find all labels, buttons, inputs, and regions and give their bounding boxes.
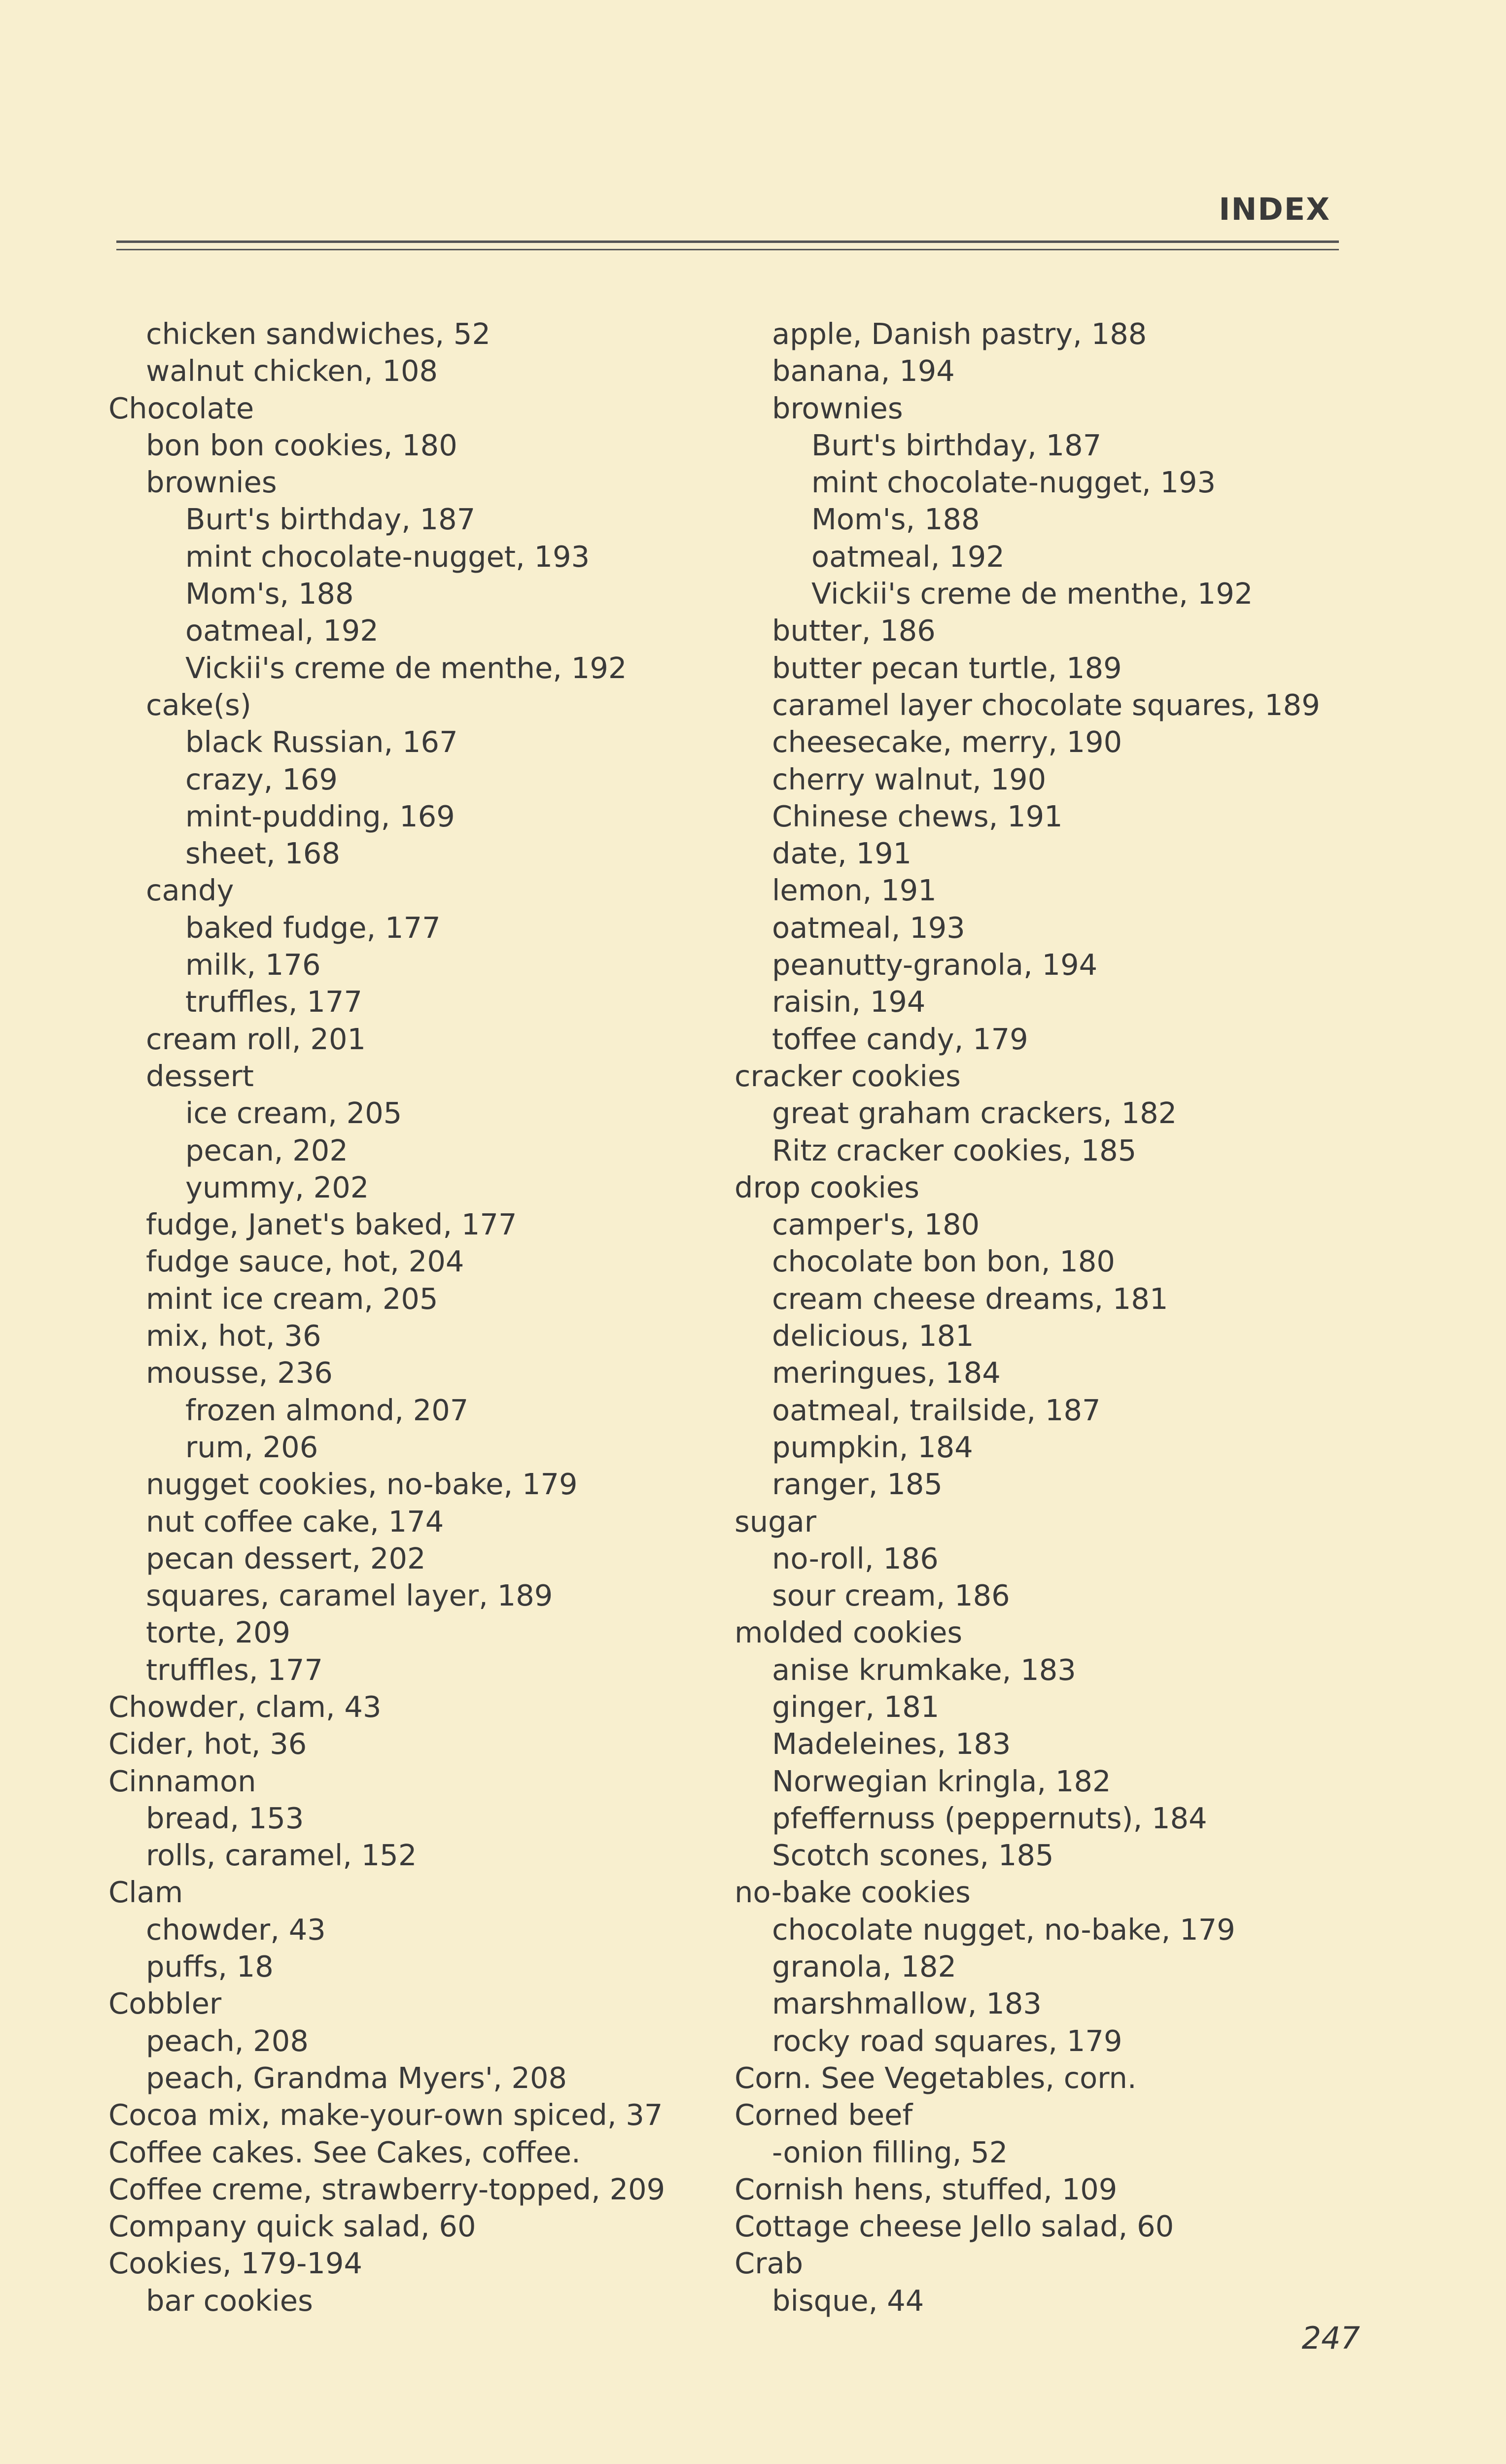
- index-entry: chocolate nugget, no-bake, 179: [772, 1912, 1235, 1947]
- index-entry: oatmeal, 192: [811, 539, 1005, 574]
- index-entry: Scotch scones, 185: [772, 1838, 1054, 1873]
- index-entry: pecan, 202: [185, 1133, 348, 1167]
- index-entry: rolls, caramel, 152: [146, 1838, 417, 1873]
- index-entry: chocolate bon bon, 180: [772, 1244, 1115, 1279]
- index-entry: puffs, 18: [146, 1950, 274, 1984]
- index-entry: Vickii's creme de menthe, 192: [185, 650, 627, 685]
- index-entry: great graham crackers, 182: [772, 1096, 1177, 1130]
- index-entry: ginger, 181: [772, 1689, 940, 1724]
- index-entry: Burt's birthday, 187: [811, 428, 1102, 462]
- index-entry: truffles, 177: [146, 1652, 323, 1687]
- index-entry: bread, 153: [146, 1801, 304, 1835]
- index-entry: cheesecake, merry, 190: [772, 725, 1122, 759]
- index-entry: brownies: [146, 465, 277, 500]
- header-rule-thin: [116, 249, 1339, 250]
- index-entry: nugget cookies, no-bake, 179: [146, 1467, 578, 1502]
- page-header-title: INDEX: [1219, 191, 1331, 227]
- index-entry: Cottage cheese Jello salad, 60: [735, 2209, 1174, 2244]
- index-entry: oatmeal, trailside, 187: [772, 1393, 1101, 1427]
- index-entry: mix, hot, 36: [146, 1319, 321, 1353]
- index-entry: mint ice cream, 205: [146, 1281, 438, 1316]
- index-entry: Company quick salad, 60: [108, 2209, 476, 2244]
- index-entry: -onion filling, 52: [772, 2135, 1008, 2169]
- index-entry: dessert: [146, 1059, 254, 1093]
- index-entry: milk, 176: [185, 948, 321, 982]
- index-entry: Norwegian kringla, 182: [772, 1764, 1111, 1798]
- index-entry: Chinese chews, 191: [772, 799, 1063, 833]
- index-entry: banana, 194: [772, 354, 955, 388]
- index-entry: Corned beef: [735, 2098, 913, 2132]
- index-entry: peach, 208: [146, 2023, 309, 2058]
- index-entry: cherry walnut, 190: [772, 762, 1047, 796]
- index-entry: Ritz cracker cookies, 185: [772, 1133, 1137, 1167]
- index-entry: rocky road squares, 179: [772, 2023, 1122, 2058]
- index-entry: cracker cookies: [735, 1059, 961, 1093]
- index-entry: meringues, 184: [772, 1356, 1001, 1390]
- index-entry: Cobbler: [108, 1986, 222, 2021]
- index-entry: fudge sauce, hot, 204: [146, 1244, 464, 1279]
- index-entry: truffles, 177: [185, 985, 362, 1019]
- index-entry: molded cookies: [735, 1615, 963, 1650]
- index-entry: baked fudge, 177: [185, 910, 441, 945]
- index-entry: pecan dessert, 202: [146, 1541, 426, 1575]
- page-number: 247: [1301, 2320, 1360, 2356]
- index-entry: granola, 182: [772, 1950, 957, 1984]
- index-entry: oatmeal, 192: [185, 614, 379, 648]
- index-entry: pfeffernuss (peppernuts), 184: [772, 1801, 1207, 1835]
- index-entry: Cocoa mix, make-your-own spiced, 37: [108, 2098, 663, 2132]
- index-entry: torte, 209: [146, 1615, 291, 1650]
- index-entry: cake(s): [146, 687, 251, 722]
- index-entry: Cinnamon: [108, 1764, 256, 1798]
- index-entry: rum, 206: [185, 1430, 318, 1464]
- header-rule: [116, 240, 1339, 243]
- index-entry: peanutty-granola, 194: [772, 948, 1098, 982]
- index-entry: nut coffee cake, 174: [146, 1504, 444, 1539]
- index-entry: fudge, Janet's baked, 177: [146, 1207, 517, 1242]
- index-entry: oatmeal, 193: [772, 910, 965, 945]
- index-entry: mousse, 236: [146, 1356, 333, 1390]
- index-entry: delicious, 181: [772, 1319, 974, 1353]
- index-entry: butter pecan turtle, 189: [772, 650, 1122, 685]
- index-entry: mint-pudding, 169: [185, 799, 455, 833]
- index-entry: Corn. See Vegetables, corn.: [735, 2060, 1137, 2095]
- index-entry: peach, Grandma Myers', 208: [146, 2060, 567, 2095]
- index-entry: crazy, 169: [185, 762, 338, 796]
- index-entry: butter, 186: [772, 614, 936, 648]
- index-entry: ranger, 185: [772, 1467, 943, 1502]
- index-entry: sour cream, 186: [772, 1578, 1010, 1613]
- index-entry: squares, caramel layer, 189: [146, 1578, 553, 1613]
- index-entry: Cookies, 179-194: [108, 2246, 363, 2281]
- index-entry: marshmallow, 183: [772, 1986, 1042, 2021]
- index-entry: bon bon cookies, 180: [146, 428, 457, 462]
- index-entry: sugar: [735, 1504, 816, 1539]
- index-entry: Clam: [108, 1875, 183, 1910]
- index-entry: ice cream, 205: [185, 1096, 402, 1130]
- index-entry: Coffee cakes. See Cakes, coffee.: [108, 2135, 581, 2169]
- index-entry: raisin, 194: [772, 985, 926, 1019]
- index-entry: cream roll, 201: [146, 1022, 366, 1056]
- index-entry: toffee candy, 179: [772, 1022, 1028, 1056]
- index-entry: no-roll, 186: [772, 1541, 939, 1575]
- index-entry: Madeleines, 183: [772, 1727, 1011, 1761]
- index-entry: camper's, 180: [772, 1207, 980, 1242]
- index-column-right: [735, 315, 1320, 2319]
- index-entry: mint chocolate-nugget, 193: [811, 465, 1216, 500]
- index-entry: Chocolate: [108, 391, 254, 425]
- index-entry: walnut chicken, 108: [146, 354, 438, 388]
- index-entry: Coffee creme, strawberry-topped, 209: [108, 2172, 665, 2206]
- index-entry: mint chocolate-nugget, 193: [185, 539, 590, 574]
- index-entry: Cider, hot, 36: [108, 1727, 307, 1761]
- index-entry: anise krumkake, 183: [772, 1652, 1076, 1687]
- index-entry: bar cookies: [146, 2283, 313, 2318]
- index-entry: lemon, 191: [772, 873, 937, 908]
- index-column-left: [108, 315, 665, 2319]
- index-entry: drop cookies: [735, 1170, 919, 1204]
- index-entry: sheet, 168: [185, 836, 340, 871]
- index-entry: bisque, 44: [772, 2283, 924, 2318]
- index-entry: Crab: [735, 2246, 804, 2281]
- index-entry: Chowder, clam, 43: [108, 1689, 382, 1724]
- index-entry: yummy, 202: [185, 1170, 369, 1204]
- index-entry: Cornish hens, stuffed, 109: [735, 2172, 1118, 2206]
- index-entry: black Russian, 167: [185, 725, 458, 759]
- index-entry: apple, Danish pastry, 188: [772, 317, 1147, 351]
- index-entry: Burt's birthday, 187: [185, 502, 476, 537]
- index-entry: caramel layer chocolate squares, 189: [772, 687, 1320, 722]
- index-entry: pumpkin, 184: [772, 1430, 973, 1464]
- index-entry: frozen almond, 207: [185, 1393, 469, 1427]
- index-entry: chicken sandwiches, 52: [146, 317, 491, 351]
- index-entry: Mom's, 188: [811, 502, 980, 537]
- index-entry: Mom's, 188: [185, 577, 354, 611]
- index-entry: chowder, 43: [146, 1912, 326, 1947]
- index-entry: date, 191: [772, 836, 912, 871]
- index-entry: brownies: [772, 391, 903, 425]
- index-entry: Vickii's creme de menthe, 192: [811, 577, 1253, 611]
- index-entry: cream cheese dreams, 181: [772, 1281, 1168, 1316]
- index-entry: no-bake cookies: [735, 1875, 971, 1910]
- index-entry: candy: [146, 873, 234, 908]
